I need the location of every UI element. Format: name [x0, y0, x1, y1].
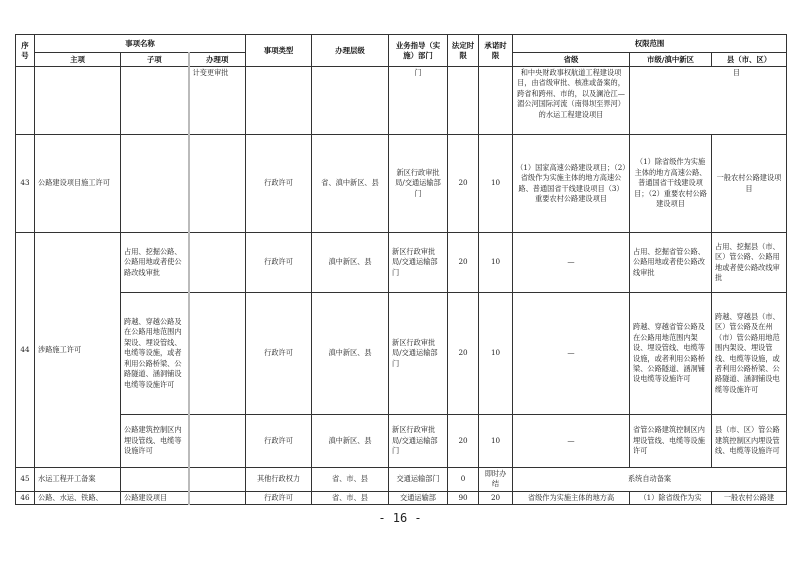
cell-dept: 新区行政审批局/交通运输部门 [389, 415, 448, 468]
header-province: 省级 [513, 53, 630, 67]
cell-level [312, 67, 389, 135]
header-item-type: 事项类型 [246, 35, 312, 67]
cell-city-county: 目 [630, 67, 787, 135]
cell-province: — [513, 415, 630, 468]
cell-type: 其他行政权力 [246, 468, 312, 492]
cell-legal: 20 [448, 233, 479, 293]
cell-promise: 10 [479, 415, 513, 468]
cell-dept: 新区行政审批局/交通运输部门 [389, 135, 448, 233]
cell-seq [16, 67, 35, 135]
cell-main: 涉路施工许可 [35, 233, 121, 468]
cell-province: 省级作为实施主体的地方高 [513, 491, 630, 504]
cell-level: 省、市、县 [312, 468, 389, 492]
cell-promise: 10 [479, 293, 513, 415]
cell-legal [448, 67, 479, 135]
cell-city: （1）除省级作为实 [630, 491, 712, 504]
cell-main: 公路、水运、铁路、 [35, 491, 121, 504]
cell-handle [189, 233, 246, 293]
cell-level: 滇中新区、县 [312, 233, 389, 293]
header-county: 县（市、区） [712, 53, 787, 67]
cell-seq: 46 [16, 491, 35, 504]
cell-legal: 20 [448, 135, 479, 233]
power-list-table [15, 34, 787, 505]
cell-sub: 公路建筑控制区内埋设管线、电缆等设施许可 [121, 415, 189, 468]
cell-type: 行政许可 [246, 415, 312, 468]
cell-sub [121, 468, 189, 492]
table-row-44-sub3 [16, 415, 787, 468]
cell-legal: 0 [448, 468, 479, 492]
cell-dept: 交通运输部门 [389, 468, 448, 492]
cell-promise [479, 67, 513, 135]
header-scope: 权限范围 [513, 35, 787, 53]
cell-handle [189, 468, 246, 492]
cell-main: 水运工程开工备案 [35, 468, 121, 492]
cell-province: （1）国家高速公路建设项目；（2）省级作为实施主体的地方高速公路、普通国省干线建设项目（3）重要农村公路建设项目 [513, 135, 630, 233]
cell-seq: 44 [16, 233, 35, 468]
header-promise-limit: 承诺时限 [479, 35, 513, 67]
cell-type: 行政许可 [246, 233, 312, 293]
table-row-46 [16, 491, 787, 504]
cell-dept: 交通运输部 [389, 491, 448, 504]
cell-main [35, 67, 121, 135]
cell-level: 滇中新区、县 [312, 293, 389, 415]
cell-type [246, 67, 312, 135]
cell-county: 跨越、穿越县（市、区）管公路及在州（市）管公路用地范围内架设、埋设管线、电缆等设施，或者利用公路桥梁、公路隧道、涵洞铺设电缆等设施许可 [712, 293, 787, 415]
cell-handle: 计变更审批 [189, 67, 246, 135]
cell-legal: 20 [448, 415, 479, 468]
cell-city: 跨越、穿越省管公路及在公路用地范围内架设、埋设管线、电缆等设施，或者利用公路桥梁、公路隧道、涵洞铺设电缆等设施许可 [630, 293, 712, 415]
cell-sub [121, 67, 189, 135]
header-legal-limit: 法定时限 [448, 35, 479, 67]
cell-sub: 占用、挖掘公路、公路用地或者使公路改线审批 [121, 233, 189, 293]
cell-city: （1）除省级作为实施主体的地方高速公路、普通国省干线建设项目；（2）重要农村公路建设项目 [630, 135, 712, 233]
cell-county: 占用、挖掘县（市、区）管公路、公路用地或者使公路改线审批 [712, 233, 787, 293]
header-city: 市级/滇中新区 [630, 53, 712, 67]
cell-promise: 10 [479, 233, 513, 293]
header-seq-line2: 号 [21, 50, 29, 60]
cell-sub: 跨越、穿越公路及在公路用地范围内架设、埋设管线、电缆等设施，或者利用公路桥梁、公路隧道、涵洞铺设电缆等设施许可 [121, 293, 189, 415]
table-row-44-sub2 [16, 293, 787, 415]
table-row-44-sub1 [16, 233, 787, 293]
cell-promise: 20 [479, 491, 513, 504]
cell-legal: 90 [448, 491, 479, 504]
cell-handle [189, 491, 246, 504]
header-item-name: 事项名称 [35, 35, 246, 53]
header-seq-line1: 序 [21, 40, 29, 50]
cell-county: 一般农村公路建设项目 [712, 135, 787, 233]
cell-promise: 10 [479, 135, 513, 233]
cell-province: 和中央财政事权航道工程建设项目，由省级审批、核准或备案的，跨省和跨州、市的，以及澜沧江—湄公河国际河流（南得坝至界河）的水运工程建设项目 [513, 67, 630, 135]
header-row-1 [16, 35, 787, 53]
page-number: - 16 - [378, 511, 422, 525]
cell-seq: 43 [16, 135, 35, 233]
table-row-45 [16, 468, 787, 492]
cell-handle [189, 293, 246, 415]
cell-main: 公路建设项目施工许可 [35, 135, 121, 233]
cell-city: 省管公路建筑控制区内埋设管线、电缆等设施许可 [630, 415, 712, 468]
cell-seq: 45 [16, 468, 35, 492]
cell-promise: 即时办结 [479, 468, 513, 492]
table-row-continued [16, 67, 787, 135]
cell-handle [189, 415, 246, 468]
cell-county: 一般农村公路建 [712, 491, 787, 504]
cell-dept: 新区行政审批局/交通运输部门 [389, 233, 448, 293]
cell-province: — [513, 233, 630, 293]
header-dept: 业务指导（实施）部门 [389, 35, 448, 67]
cell-scope: 系统自动备案 [513, 468, 787, 492]
cell-level: 滇中新区、县 [312, 415, 389, 468]
header-handle-item: 办理项 [189, 53, 246, 67]
cell-province: — [513, 293, 630, 415]
header-sub-item: 子项 [121, 53, 189, 67]
cell-dept: 新区行政审批局/交通运输部门 [389, 293, 448, 415]
cell-level: 省、滇中新区、县 [312, 135, 389, 233]
cell-sub [121, 135, 189, 233]
cell-type: 行政许可 [246, 491, 312, 504]
cell-city: 占用、挖掘省管公路、公路用地或者使公路改线审批 [630, 233, 712, 293]
cell-level: 省、市、县 [312, 491, 389, 504]
cell-sub: 公路建设项目 [121, 491, 189, 504]
table-row-43 [16, 135, 787, 233]
cell-type: 行政许可 [246, 293, 312, 415]
header-main-item: 主项 [35, 53, 121, 67]
cell-county: 县（市、区）管公路建筑控制区内埋设管线、电缆等设施许可 [712, 415, 787, 468]
cell-type: 行政许可 [246, 135, 312, 233]
header-level: 办理层级 [312, 35, 389, 67]
cell-handle [189, 135, 246, 233]
cell-legal: 20 [448, 293, 479, 415]
header-seq [16, 35, 35, 67]
cell-dept: 门 [389, 67, 448, 135]
